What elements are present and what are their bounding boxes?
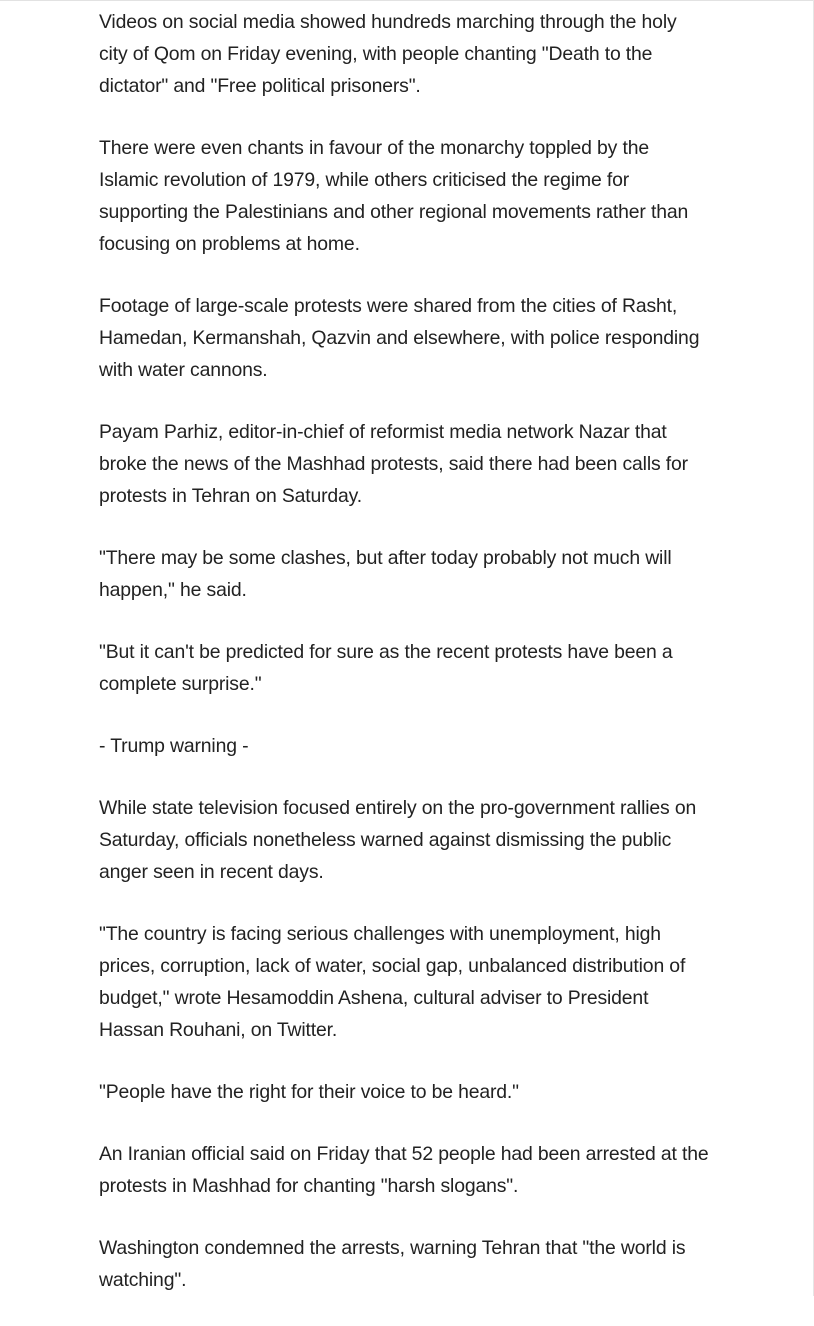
paragraph-ashena-quote: "The country is facing serious challenges with unemployment, high prices, corruption, lack of water, social gap, unbalanced distribution of budget," wrote Hesamoddin Ashena, cultural adviser to President Hassan Rouhani, on Twitter.	[99, 923, 686, 1041]
article-body	[99, 6, 709, 1326]
paragraph-washington: Washington condemned the arrests, warning Tehran that "the world is watching".	[99, 1237, 686, 1291]
paragraph-surprise-quote: "But it can't be predicted for sure as the recent protests have been a complete surprise."	[99, 641, 673, 695]
paragraph-payam-parhiz: Payam Parhiz, editor-in-chief of reformist media network Nazar that broke the news of the Mashhad protests, said there had been calls for protests in Tehran on Saturday.	[99, 421, 688, 507]
section-heading-trump-warning: - Trump warning -	[99, 735, 249, 757]
paragraph-clashes-quote: "There may be some clashes, but after today probably not much will happen," he said.	[99, 547, 672, 601]
paragraph-qom-march: Videos on social media showed hundreds marching through the holy city of Qom on Friday evening, with people chanting "Death to the dictator" and "Free political prisoners".	[99, 11, 677, 97]
top-divider	[0, 0, 814, 1]
paragraph-footage-cities: Footage of large-scale protests were shared from the cities of Rasht, Hamedan, Kermanshah, Qazvin and elsewhere, with police responding with water cannons.	[99, 295, 700, 381]
paragraph-arrests: An Iranian official said on Friday that 52 people had been arrested at the protests in Mashhad for chanting "harsh slogans".	[99, 1143, 709, 1197]
paragraph-monarchy-chants: There were even chants in favour of the monarchy toppled by the Islamic revolution of 1979, while others criticised the regime for supporting the Palestinians and other regional movements rather than focusing on problems at home.	[99, 137, 689, 255]
paragraph-voice-heard: "People have the right for their voice to be heard."	[99, 1081, 519, 1103]
paragraph-state-television: While state television focused entirely on the pro-government rallies on Saturday, officials nonetheless warned against dismissing the public anger seen in recent days.	[99, 797, 697, 883]
